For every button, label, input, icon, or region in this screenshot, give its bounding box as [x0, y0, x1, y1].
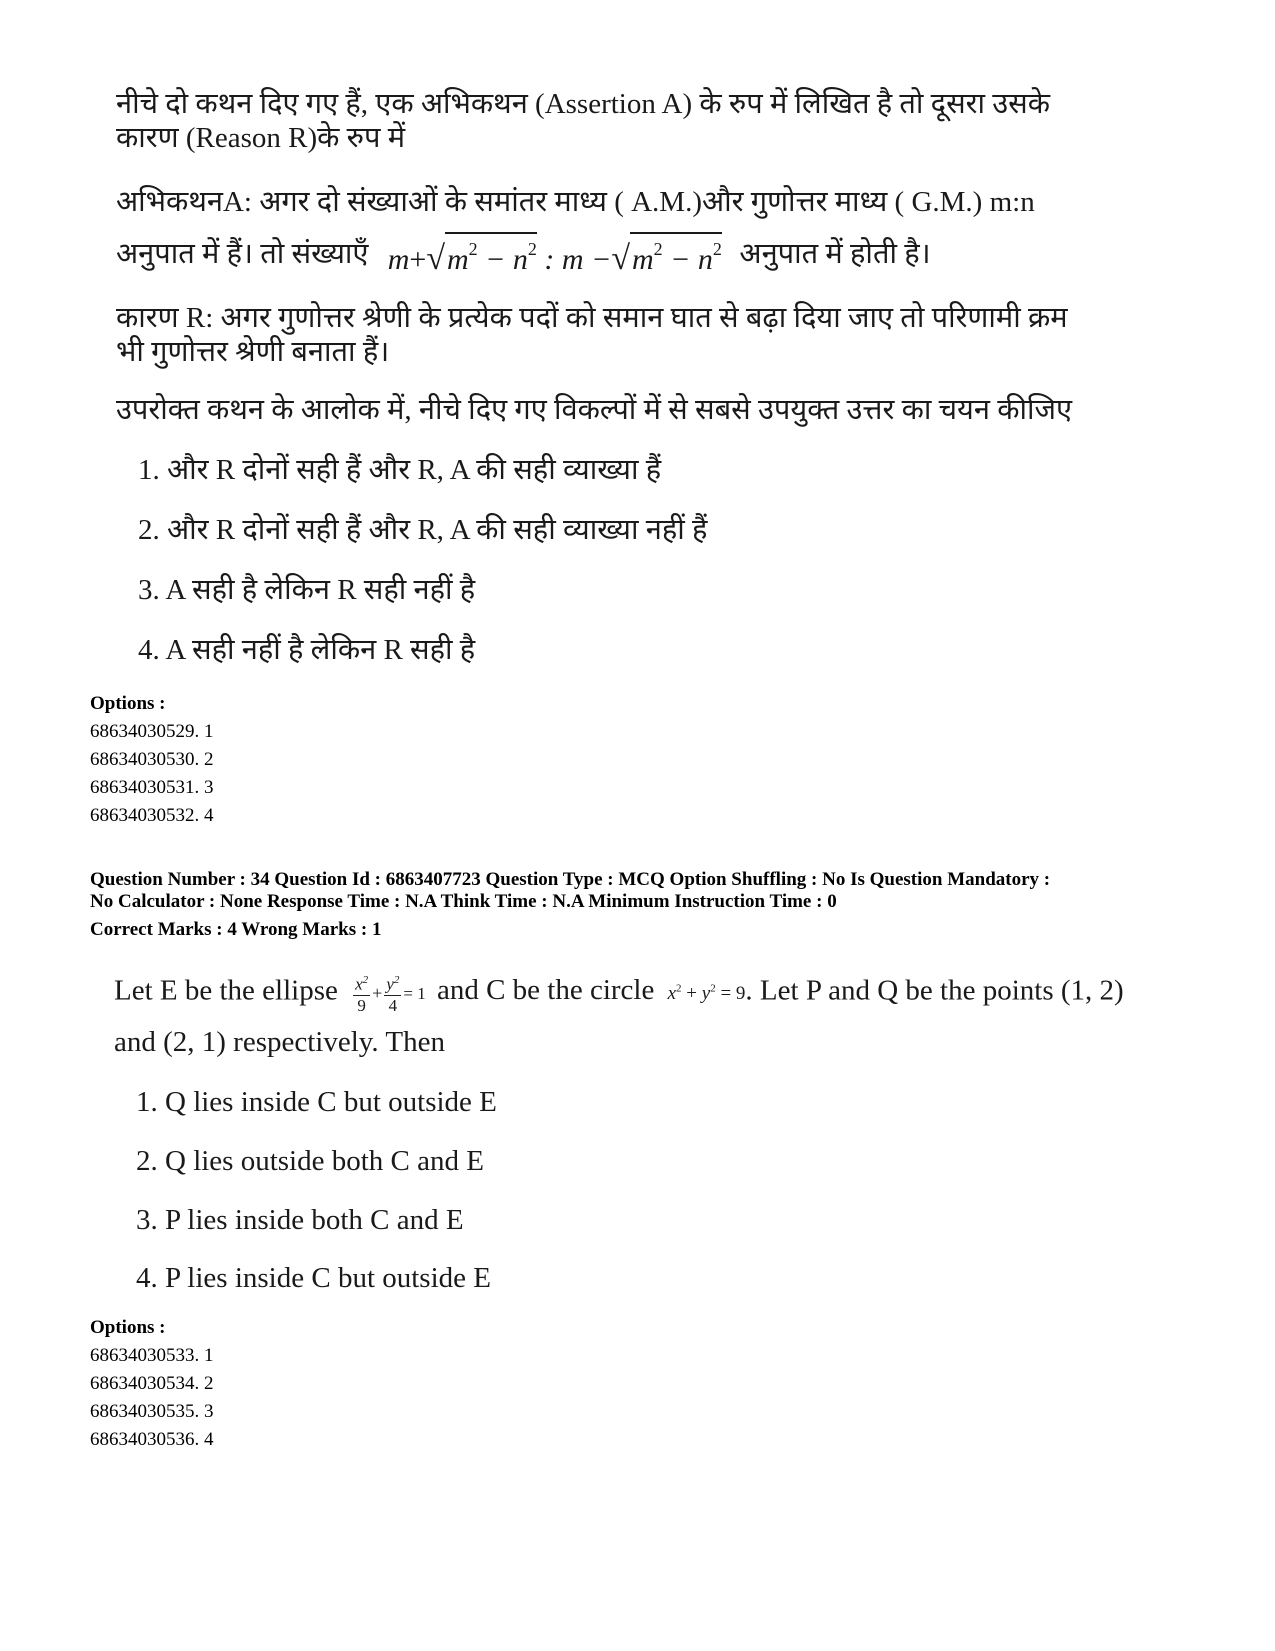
q34-stem-part3: . Let P and Q be the points (1, 2): [745, 974, 1124, 1007]
q33-ratio-expression: $m+√m^2 - n^2$ : $m -√m^2 - n^2$: [388, 243, 730, 276]
q33-choice-1: 1. और R दोनों सही हैं और R, A की सही व्याख्या हैं: [138, 454, 662, 486]
q34-stem-line2: and (2, 1) respectively. Then: [114, 1026, 445, 1058]
q34-choice-1: 1. Q lies inside C but outside E: [136, 1086, 497, 1118]
q34-choice-2: 2. Q lies outside both C and E: [136, 1145, 484, 1177]
q33-choice-3: 3. A सही है लेकिन R सही नहीं है: [138, 574, 476, 606]
q34-meta-line2: No Calculator : None Response Time : N.A Think Time : N.A Minimum Instruction Time : 0: [90, 891, 837, 912]
q33-intro-line1: नीचे दो कथन दिए गए हैं, एक अभिकथन (Assertion A) के रुप में लिखित है तो दूसरा उसके: [116, 88, 1051, 120]
q33-instruction: उपरोक्त कथन के आलोक में, नीचे दिए गए विकल्पों में से सबसे उपयुक्त उत्तर का चयन कीजिए: [116, 394, 1073, 426]
q34-option-id-4: 68634030536. 4: [90, 1429, 214, 1450]
q33-reason-line2: भी गुणोत्तर श्रेणी बनाता हैं।: [116, 336, 390, 368]
q34-option-id-1: 68634030533. 1: [90, 1345, 214, 1366]
q34-choice-3: 3. P lies inside both C and E: [136, 1204, 464, 1236]
q33-choice-2: 2. और R दोनों सही हैं और R, A की सही व्याख्या नहीं हैं: [138, 514, 708, 546]
q34-meta-line1: Question Number : 34 Question Id : 6863407723 Question Type : MCQ Option Shuffling : No Is Question Mandatory :: [90, 869, 1051, 890]
q34-stem-part1: Let E be the ellipse: [114, 974, 338, 1007]
q33-assertion-line1: अभिकथनA: अगर दो संख्याओं के समांतर माध्य ( A.M.)और गुणोत्तर माध्य ( G.M.) m:n: [116, 186, 1035, 218]
q34-option-id-3: 68634030535. 3: [90, 1401, 214, 1422]
q33-choice-4: 4. A सही नहीं है लेकिन R सही है: [138, 634, 476, 666]
q33-option-id-1: 68634030529. 1: [90, 721, 214, 742]
sqrt-symbol-2: $√m^2 - n^2$: [611, 232, 722, 278]
q33-option-id-2: 68634030530. 2: [90, 749, 214, 770]
q34-stem-line1: [114, 970, 1124, 1016]
q34-options-label: Options :: [90, 1317, 166, 1338]
q34-choice-4: 4. P lies inside C but outside E: [136, 1262, 491, 1294]
q34-stem-part2: and C be the circle: [436, 974, 655, 1007]
q34-option-id-2: 68634030534. 2: [90, 1373, 214, 1394]
ellipse-equation: $\frac{x^2}{9}$ + $\frac{y^2}{4}$ = 1: [351, 974, 433, 1006]
q33-options-label: Options :: [90, 693, 166, 714]
q33-assertion-line2: [116, 226, 931, 277]
q33-reason-line1: कारण R: अगर गुणोत्तर श्रेणी के प्रत्येक पदों को समान घात से बढ़ा दिया जाए तो परिणामी क्रम: [116, 302, 1068, 334]
q33-option-id-4: 68634030532. 4: [90, 805, 214, 826]
q33-assertion-prefix: अनुपात में हैं। तो संख्याएँ: [116, 238, 369, 270]
sqrt-symbol-1: $√m^2 - n^2$: [426, 232, 537, 278]
q33-option-id-3: 68634030531. 3: [90, 777, 214, 798]
q33-intro-line2: कारण (Reason R)के रुप में: [116, 122, 406, 154]
q34-marks: Correct Marks : 4 Wrong Marks : 1: [90, 919, 382, 940]
circle-equation: $x^2 + y^2 = 9$: [667, 983, 746, 1005]
q33-assertion-suffix: अनुपात में होती है।: [739, 238, 931, 270]
